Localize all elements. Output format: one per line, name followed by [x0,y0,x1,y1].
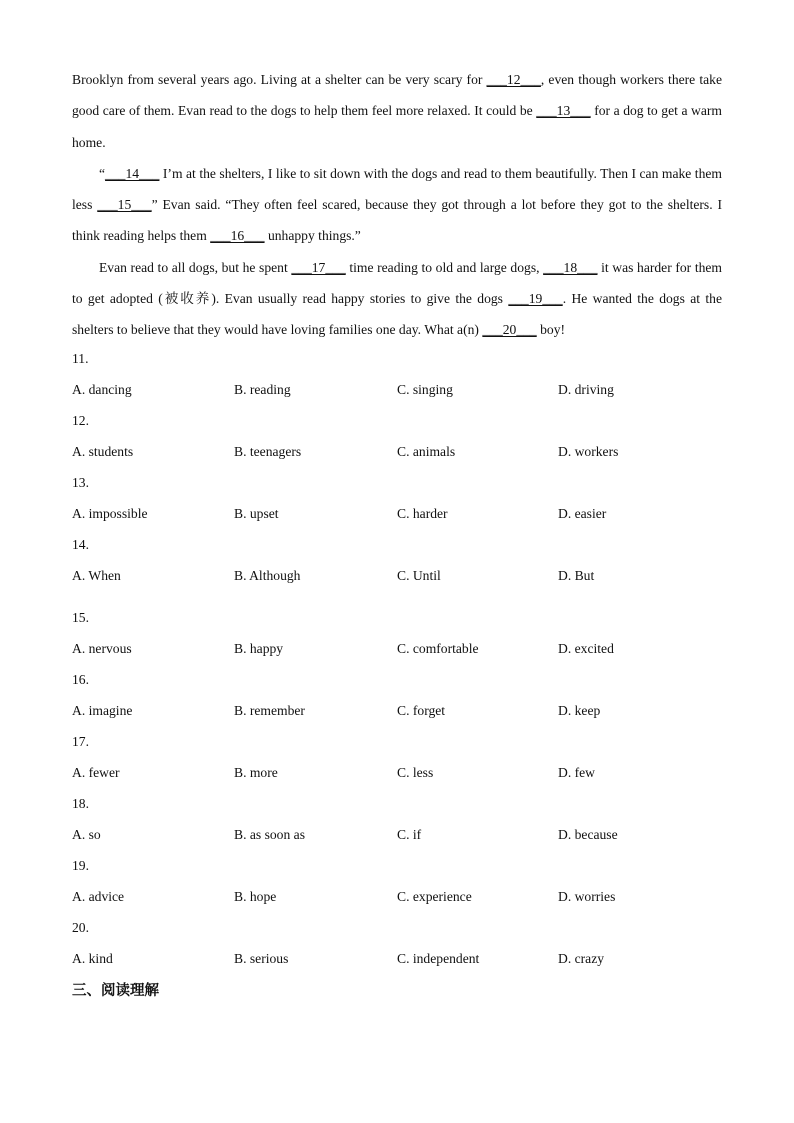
option-b[interactable]: B. upset [234,506,279,521]
question-12 [72,405,722,467]
section-heading: 三、阅读理解 [72,983,159,999]
option-b[interactable]: B. hope [234,889,277,904]
option-d[interactable]: D. workers [558,444,619,459]
option-c[interactable]: C. animals [397,444,456,459]
option-row [72,560,722,602]
option-row [72,881,722,912]
blank-16: ___16___ [210,228,265,244]
question-number: 12. [72,413,89,428]
question-20 [72,912,722,974]
option-c[interactable]: C. independent [397,951,480,966]
passage-text: for a dog to get a warm home. [72,103,723,150]
option-d[interactable]: D. because [558,827,618,842]
question-number: 20. [72,920,89,935]
blank-17: ___17___ [291,259,346,275]
passage-text: I’m at the shelters, I like to sit down with the dogs and read to them beautifully. Then I can make them less [72,165,722,213]
passage-text: Brooklyn from several years ago. Living at a shelter can be very scary for [72,72,487,87]
passage-text: time reading to old and large dogs, [345,259,544,275]
option-a[interactable]: A. impossible [72,506,148,521]
option-row [72,498,722,529]
option-a[interactable]: A. nervous [72,641,132,656]
option-a[interactable]: A. so [72,827,101,842]
option-a[interactable]: A. imagine [72,703,133,718]
option-d[interactable]: D. keep [558,703,601,718]
option-b[interactable]: B. serious [234,951,289,966]
question-number: 19. [72,858,89,873]
question-14 [72,529,722,602]
question-19 [72,850,722,912]
blank-18: ___18___ [543,259,598,275]
blank-20: ___20___ [482,322,537,338]
option-b[interactable]: B. teenagers [234,444,302,459]
option-d[interactable]: D. easier [558,506,607,521]
option-a[interactable]: A. dancing [72,382,132,397]
passage-paragraph-1 [72,64,722,158]
option-d[interactable]: D. worries [558,889,616,904]
question-number: 14. [72,537,89,552]
option-a[interactable]: A. fewer [72,765,120,780]
question-15 [72,602,722,664]
cloze-passage [72,64,722,346]
question-number: 16. [72,672,89,687]
question-11 [72,343,722,405]
option-d[interactable]: D. But [558,568,595,583]
blank-15: ___15___ [97,197,152,213]
option-row [72,757,722,788]
option-d[interactable]: D. few [558,765,595,780]
option-b[interactable]: B. remember [234,703,305,718]
option-c[interactable]: C. less [397,765,434,780]
option-b[interactable]: B. Although [234,568,301,583]
passage-paragraph-2 [72,158,722,252]
option-b[interactable]: B. reading [234,382,291,397]
passage-text: it was harder for them to get adopted (被收养). Evan usually read happy stories to give the dogs [72,259,722,307]
option-row [72,695,722,726]
option-c[interactable]: C. harder [397,506,448,521]
blank-12: ___12___ [486,72,541,87]
option-c[interactable]: C. singing [397,382,453,397]
option-a[interactable]: A. advice [72,889,125,904]
option-b[interactable]: B. more [234,765,278,780]
passage-text: Evan read to all dogs, but he spent [99,259,292,275]
question-number: 15. [72,610,89,625]
option-row [72,943,722,974]
question-list [72,343,722,974]
option-c[interactable]: C. comfortable [397,641,479,656]
option-a[interactable]: A. When [72,568,121,583]
option-c[interactable]: C. experience [397,889,472,904]
option-a[interactable]: A. kind [72,951,113,966]
question-number: 17. [72,734,89,749]
blank-14: ___14___ [105,165,160,181]
option-a[interactable]: A. students [72,444,134,459]
option-b[interactable]: B. happy [234,641,284,656]
option-row [72,374,722,405]
option-c[interactable]: C. if [397,827,422,842]
blank-13: ___13___ [536,103,591,119]
blank-19: ___19___ [508,291,563,307]
passage-text: boy! [536,322,566,338]
option-d[interactable]: D. driving [558,382,614,397]
option-c[interactable]: C. forget [397,703,446,718]
passage-text: ” Evan said. “They often feel scared, because they got through a lot before they got to the shelters. I think reading helps them [72,197,722,244]
option-b[interactable]: B. as soon as [234,827,305,842]
passage-text: “ [99,165,106,181]
question-number: 18. [72,796,89,811]
question-16 [72,664,722,726]
option-d[interactable]: D. crazy [558,951,605,966]
question-number: 13. [72,475,89,490]
passage-paragraph-3 [72,252,722,346]
question-18 [72,788,722,850]
option-row [72,436,722,467]
question-17 [72,726,722,788]
option-row [72,633,722,664]
option-d[interactable]: D. excited [558,641,614,656]
question-13 [72,467,722,529]
option-c[interactable]: C. Until [397,568,441,583]
passage-text: . He wanted the dogs at the shelters to believe that they would have loving families one day. What a(n) [72,291,722,338]
passage-text: , even though workers there take good care of them. Evan read to the dogs to help them feel more relaxed. It could be [72,72,722,119]
question-number: 11. [72,351,89,366]
passage-text: unhappy things.” [264,228,361,244]
option-row [72,819,722,850]
